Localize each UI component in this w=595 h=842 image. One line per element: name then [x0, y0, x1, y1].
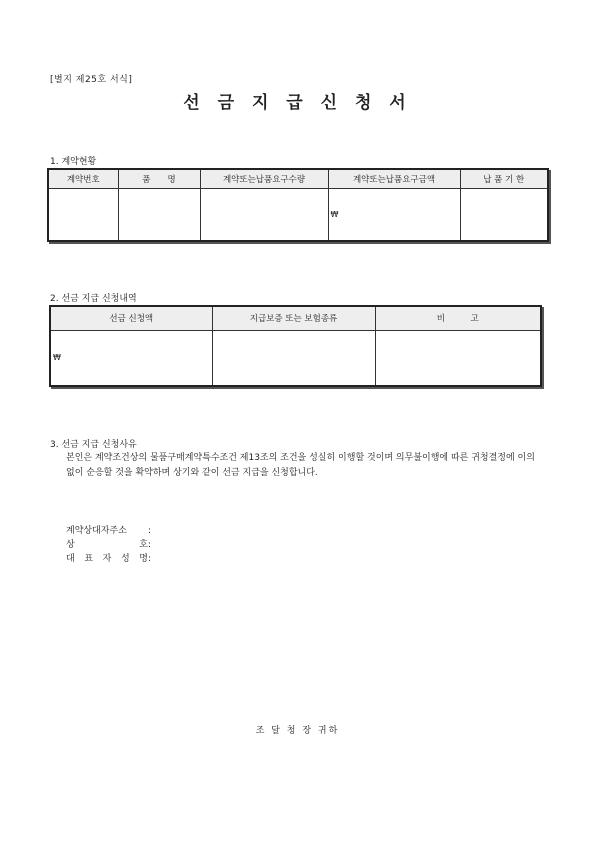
table-row — [50, 330, 541, 386]
won-symbol: ₩ — [53, 353, 61, 363]
form-number-label: [별지 제25호 서식] — [50, 75, 133, 85]
addressee-footer: 조 달 청 장 귀하 — [255, 726, 340, 736]
company-row — [66, 538, 151, 552]
address-row — [66, 524, 151, 538]
col-advance-amount: 선금 신청액 — [50, 306, 212, 330]
section3-heading: 3. 선금 지급 신청사유 — [50, 440, 137, 450]
cell-remarks[interactable] — [375, 330, 541, 386]
cell-delivery-deadline[interactable] — [460, 189, 548, 241]
colon: : — [148, 554, 152, 564]
representative-row — [66, 552, 151, 566]
cell-advance-amount[interactable] — [50, 330, 212, 386]
request-reason-text: 본인은 계약조건상의 물품구매계약특수조건 제13조의 조건을 성실히 이행할 것이며 의무불이행에 따른 귀청결정에 이의 없이 순응할 것을 확약하며 상기와 같이 선금 지급을 신청합니다. — [66, 453, 535, 478]
col-quantity: 계약또는납품요구수량 — [200, 169, 328, 189]
document-title: 선 금 지 급 신 청 서 — [183, 93, 412, 113]
representative-label: 대 표 자 성 명 — [66, 554, 148, 564]
table-header-row — [50, 306, 541, 330]
advance-request-table — [49, 305, 542, 387]
contract-party-block — [66, 524, 151, 566]
col-contract-number: 계약번호 — [48, 169, 118, 189]
address-label: 계약상대자주소 — [66, 526, 127, 536]
col-guarantee-type: 지급보증 또는 보험종류 — [212, 306, 375, 330]
contract-status-table — [47, 168, 549, 242]
won-symbol: ₩ — [330, 209, 339, 219]
col-amount: 계약또는납품요구금액 — [328, 169, 460, 189]
cell-quantity[interactable] — [200, 189, 328, 241]
col-remarks: 비 고 — [375, 306, 541, 330]
table-row — [48, 189, 548, 241]
table-header-row — [48, 169, 548, 189]
cell-contract-number[interactable] — [48, 189, 118, 241]
section1-heading: 1. 계약현황 — [50, 157, 97, 167]
col-delivery-deadline: 납 품 기 한 — [460, 169, 548, 189]
cell-guarantee-type[interactable] — [212, 330, 375, 386]
section2-heading: 2. 선금 지급 신청내역 — [50, 294, 137, 304]
col-item-name: 품 명 — [118, 169, 200, 189]
colon: : — [148, 526, 152, 536]
cell-amount[interactable] — [328, 189, 460, 241]
company-label: 상 호 — [66, 540, 148, 550]
cell-item-name[interactable] — [118, 189, 200, 241]
colon: : — [148, 540, 152, 550]
